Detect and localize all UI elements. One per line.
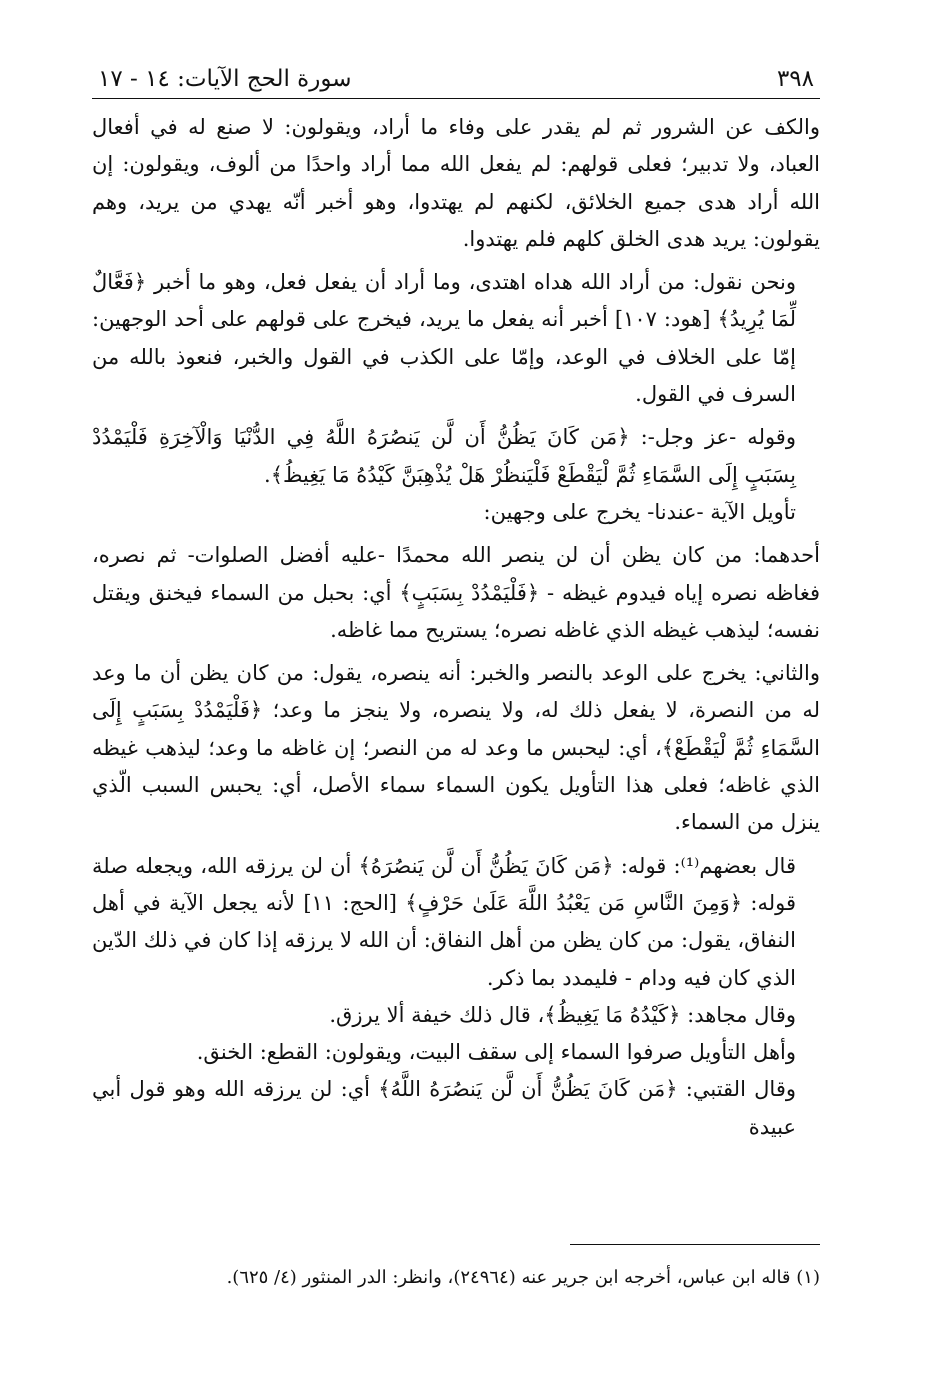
- header-rule: [92, 98, 820, 99]
- paragraph: ونحن نقول: من أراد الله هداه اهتدى، وما أراد أن يفعل فعل، وهو ما أخبر ﴿فَعَّالٌ لِّمَا يُرِيدُ﴾ [هود: ١٠٧] أخبر أنه يفعل ما يريد، فيخرج على قولهم على أحد الوجهين: إمّا على الخلاف في الوعد، وإمّا على الكذب في القول والخبر، فنعوذ بالله من السرف في القول.: [92, 270, 796, 407]
- paragraph: أحدهما: من كان يظن أن لن ينصر الله محمدًا -عليه أفضل الصلوات- ثم نصره، فغاظه نصره إياه فيدوم غيظه - ﴿فَلْيَمْدُدْ بِسَبَبٍ﴾ أي: بحبل من السماء فيخنق ويقتل نفسه؛ ليذهب غيظه الذي غاظه نصره؛ يستريح مما غاظه.: [92, 543, 820, 642]
- page-header: [92, 58, 820, 98]
- main-text: [92, 109, 820, 1146]
- paragraph: تأويل الآية -عندنا- يخرج على وجهين:: [483, 499, 796, 524]
- footnote: (١) قاله ابن عباس، أخرجه ابن جرير عنه (٢٤٩٦٤)، وانظر: الدر المنثور (٤/ ٦٢٥).: [226, 1267, 820, 1288]
- paragraph: وقال القتبي: ﴿مَن كَانَ يَظُنُّ أَن لَّن يَنصُرَهُ اللَّهُ﴾ أي: لن يرزقه الله وهو قول أبي عبيدة: [92, 1077, 796, 1139]
- page: [92, 58, 820, 1288]
- paragraph: والثاني: يخرج على الوعد بالنصر والخبر: أنه ينصره، يقول: من كان يظن أن ما وعد له من النصرة، لا يفعل ذلك له، ولا ينصره، ولا ينجز ما وعد؛ ﴿فَلْيَمْدُدْ بِسَبَبٍ إِلَى السَّمَاءِ ثُمَّ لْيَقْطَعْ﴾، أي: ليحبس ما وعد له من النصر؛ إن غاظه ما وعد؛ ليذهب غيظه الذي غاظه؛ فعلى هذا التأويل يكون السماء سماء الأصل، أي: يحبس السبب الّذي ينزل من السماء.: [92, 661, 820, 835]
- paragraph: وقوله -عز وجل-: ﴿مَن كَانَ يَظُنُّ أَن لَّن يَنصُرَهُ اللَّهُ فِي الدُّنْيَا وَالْآخِرَةِ فَلْيَمْدُدْ بِسَبَبٍ إِلَى السَّمَاءِ ثُمَّ لْيَقْطَعْ فَلْيَنظُرْ هَلْ يُذْهِبَنَّ كَيْدُهُ مَا يَغِيظُ﴾.: [92, 425, 796, 487]
- footnote-rule: [570, 1244, 820, 1245]
- paragraph: وقال مجاهد: ﴿كَيْدُهُ مَا يَغِيظُ﴾، قال ذلك خيفة ألا يرزق.: [329, 1002, 796, 1027]
- running-title: سورة الحج الآيات: ١٤ - ١٧: [98, 66, 352, 92]
- paragraph: والكف عن الشرور ثم لم يقدر على وفاء ما أراد، ويقولون: لا صنع له في أفعال العباد، ولا تدبير؛ فعلى قولهم: لم يفعل الله مما أراد واحدًا من ألوف، ويقولون: إن الله أراد هدى جميع الخلائق، لكنهم لم يهتدوا، وهو أخبر أنّه يهدي من يريد، وهم يقولون: يريد هدى الخلق كلهم فلم يهتدوا.: [92, 115, 820, 251]
- page-number: ٣٩٨: [776, 66, 814, 92]
- paragraph: وأهل التأويل صرفوا السماء إلى سقف البيت، ويقولون: القطع: الخنق.: [196, 1040, 796, 1065]
- paragraph: قال بعضهم⁽¹⁾: قوله: ﴿مَن كَانَ يَظُنُّ أَن لَّن يَنصُرَهُ﴾ أن لن يرزقه الله، ويجعله صلة قوله: ﴿وَمِنَ النَّاسِ مَن يَعْبُدُ اللَّهَ عَلَىٰ حَرْفٍ﴾ [الحج: ١١] لأنه يجعل الآية في أهل النفاق، يقول: من كان يظن من أهل النفاق: أن الله لا يرزقه إذا كان في ذلك الدّين الذي كان فيه ودام - فليمدد بما ذكر.: [92, 853, 796, 990]
